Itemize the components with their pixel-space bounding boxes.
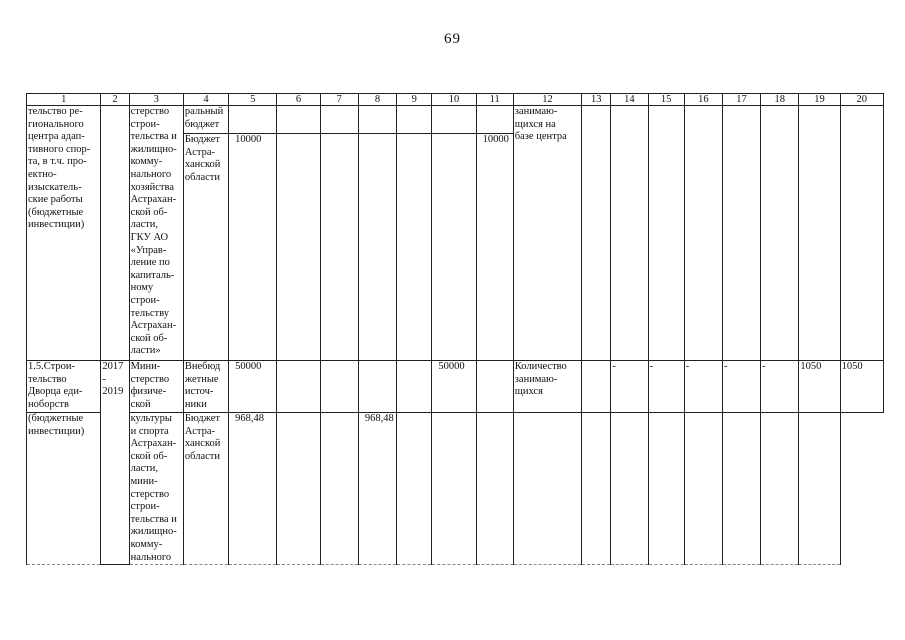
col-header: 3 [129,94,183,106]
table-cell [722,413,760,565]
years-cell [101,106,129,361]
table-cell [648,106,684,361]
col-header: 12 [513,94,581,106]
table-cell [684,413,722,565]
dash-cell: - [611,361,648,413]
value-cell: 50000 [432,361,476,413]
value-cell: 968,48 [358,413,396,565]
page-number: 69 [444,31,461,47]
indicator-cell: занимаю- щихся на базе центра [513,106,581,361]
col-header: 6 [277,94,320,106]
table-cell [476,106,513,134]
table-cell [761,106,799,361]
col-header: 4 [183,94,228,106]
table-cell [432,134,476,361]
table-cell [432,106,476,134]
table-cell [582,413,611,565]
table-cell [611,413,648,565]
table-row [27,106,884,134]
table-cell [277,413,320,565]
col-header: 8 [358,94,396,106]
table-cell [277,361,320,413]
measure-name-cell: тельство ре- гионального центра адап- тивного спор- та, в т.ч. про- ектно- изыскатель- ские работы (бюджетные инвестиции) [27,106,101,361]
table-cell [840,106,883,361]
table-cell [320,413,358,565]
col-header: 10 [432,94,476,106]
funding-source-cell: Бюджет Астра- ханской области [183,134,228,361]
table-cell [432,413,476,565]
executor-cell: Мини- стерство физиче- ской [129,361,183,413]
table-cell [358,361,396,413]
indicator-cell: Количество занимаю- щихся [513,361,581,413]
col-header: 7 [320,94,358,106]
table-cell [582,361,611,413]
col-header: 20 [840,94,883,106]
executor-cell: культуры и спорта Астрахан- ской об- ласти, мини- стерство строи- тельства и жилищно- комму- нального [129,413,183,565]
table-cell [277,134,320,361]
value-cell: 1050 [840,361,883,413]
table-cell [582,106,611,361]
col-header: 2 [101,94,129,106]
col-header: 14 [611,94,648,106]
table-cell [684,106,722,361]
total-cell: 968,48 [229,413,277,565]
table-cell [761,413,799,565]
dash-cell: - [684,361,722,413]
table-cell [358,134,396,361]
measure-name-cell: (бюджетные инвестиции) [27,413,101,565]
col-header: 11 [476,94,513,106]
table-cell [476,413,513,565]
col-header: 5 [229,94,277,106]
table-cell [358,106,396,134]
executor-cell: стерство строи- тельства и жилищно- комму- нального хозяйства Астрахан- ской об- ласти, ГКУ АО «Управ- ление по капиталь- ному строи- тельству Астрахан- ской об- ласти» [129,106,183,361]
value-cell: 10000 [476,134,513,361]
funding-source-cell: Внебюд жетные источ- ники [183,361,228,413]
table-cell [397,361,432,413]
col-header: 15 [648,94,684,106]
table-cell [397,413,432,565]
program-table [26,93,884,565]
table-cell [722,106,760,361]
table-cell [320,106,358,134]
dash-cell: - [761,361,799,413]
total-cell: 50000 [229,361,277,413]
col-header: 19 [799,94,840,106]
table-cell [799,413,840,565]
table-cell [320,134,358,361]
table-cell [611,106,648,361]
col-header: 1 [27,94,101,106]
table-cell [648,413,684,565]
table-cell [799,106,840,361]
dash-cell: - [648,361,684,413]
col-header: 16 [684,94,722,106]
years-cell: 2017 - 2019 [101,361,129,565]
table-cell [397,134,432,361]
col-header: 13 [582,94,611,106]
funding-source-cell: ральный бюджет [183,106,228,134]
table-cell [229,106,277,134]
col-header: 17 [722,94,760,106]
table-row [27,413,884,565]
table-row [27,361,884,413]
funding-source-cell: Бюджет Астра- ханской области [183,413,228,565]
measure-name-cell: 1.5.Строи- тельство Дворца еди- ноборств [27,361,101,413]
table-cell [277,106,320,134]
total-cell: 10000 [229,134,277,361]
table-cell [476,361,513,413]
col-header: 18 [761,94,799,106]
table-cell [320,361,358,413]
dash-cell: - [722,361,760,413]
column-number-row [27,94,884,106]
table-cell [397,106,432,134]
value-cell: 1050 [799,361,840,413]
col-header: 9 [397,94,432,106]
table-cell [513,413,581,565]
